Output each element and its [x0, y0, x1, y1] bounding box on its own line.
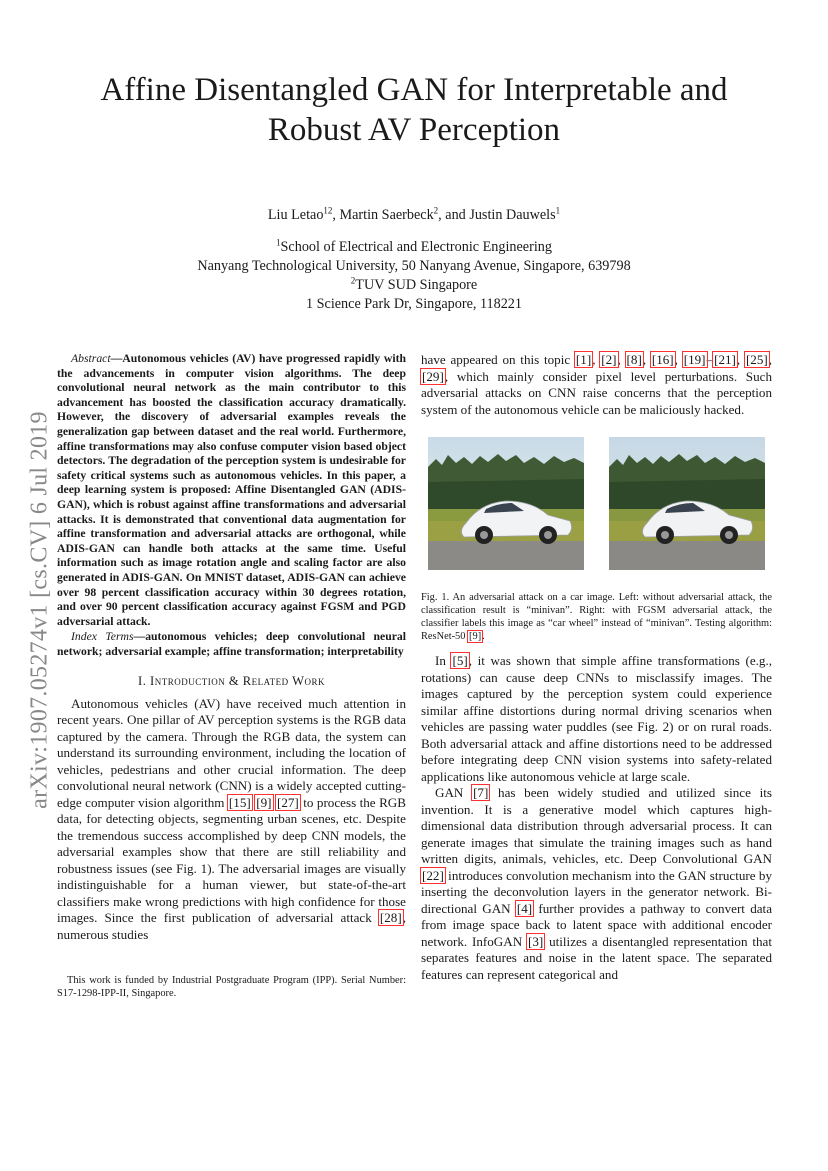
footnote-funding: This work is funded by Industrial Postgraduate Program (IPP). Serial Number: S17-1298-IPP-II, Singapore. — [57, 975, 406, 999]
car-photo-illustration — [609, 437, 765, 570]
affiliation-line-1 — [60, 238, 768, 257]
citation-link[interactable]: [8] — [626, 352, 642, 367]
title-line-2: Robust AV Perception — [267, 112, 561, 148]
right-column-bottom — [421, 653, 772, 983]
car-image-original — [428, 437, 584, 570]
car-photo-illustration — [428, 437, 584, 570]
citation-link[interactable]: [27] — [276, 794, 299, 810]
affiliations — [60, 238, 768, 314]
affiliation-2-text: TUV SUD Singapore — [355, 277, 478, 293]
citation-link[interactable]: [16] — [651, 352, 674, 367]
index-terms-text: autonomous vehicles; deep convolutional neural network; adversarial example; affine transformation; interpretability — [57, 630, 406, 658]
author-list: Liu Letao$^{12}$, Martin Saerbeck$^2$, and Justin Dauwels$^1$ — [267, 205, 561, 223]
figure-1 — [428, 437, 768, 570]
citation-link[interactable]: [2] — [601, 352, 617, 367]
citation-link[interactable]: [21] — [714, 352, 736, 367]
abstract-label: Abstract — [71, 352, 111, 365]
citation-link[interactable]: [3] — [528, 933, 544, 949]
citation-link[interactable]: [9] — [256, 794, 272, 810]
citation-link[interactable]: [5] — [452, 653, 468, 668]
author-1-affil: 12 — [323, 205, 333, 216]
arxiv-identifier: arXiv:1907.05274v1 [cs.CV] 6 Jul 2019 — [26, 411, 53, 809]
right-column-top — [421, 352, 772, 418]
author-2-affil: 2 — [433, 205, 439, 216]
intro-paragraph-1 — [57, 696, 406, 944]
affiliation-line-3 — [60, 276, 768, 295]
gan-text-e: utilizes a disentangled representation that separates features and noise in the latent space. The separated features can represent categorical and — [421, 933, 772, 982]
title-line-1: Affine Disentangled GAN for Interpretable and — [100, 72, 728, 108]
gan-text-b: has been widely studied and utilized since its invention. It is a generative model which captures high-dimensional data distribution through adversarial process. It can generate images that simulate the training images such as hand written digits, animals, vehicles, etc. Deep Convolutional GAN — [421, 785, 772, 866]
author-3-affil: 1 — [555, 205, 561, 216]
index-terms: Index Terms—autonomous vehicles; deep convolutional neural network; adversarial example; affine transformation; interpretability — [57, 630, 406, 658]
range-dash: – — [706, 352, 714, 367]
section-title: Introduction & Related Work — [150, 674, 325, 689]
author-1: Liu Letao — [267, 207, 324, 223]
gan-text-c: introduces convolution mechanism into the GAN structure by inserting the deconvolution layers in the generator network. Bi-directional GAN — [421, 867, 772, 916]
citation-link[interactable]: [7] — [473, 785, 489, 800]
citation-link[interactable]: [29] — [422, 368, 444, 384]
abstract: Abstract—Autonomous vehicles (AV) have progressed rapidly with the advancements in computer vision algorithms. The deep convolutional neural network as the main contributor to this advancement has boosted the classification accuracy dramatically. However, the discovery of adversarial examples reveals the generalization gap between dataset and the real world. Furthermore, affine transformations may also confuse computer vision based object detectors. The degradation of the perception system is undesirable for safety critical systems such as autonomous vehicles. In this paper, a deep learning system is proposed: Affine Disentangled GAN (ADIS-GAN), which is robust against affine transformations and adversarial attacks. It is demonstrated that conventional data augmentation for affine transformation and adversarial attacks are orthogonal, while ADIS-GAN can handle both attacks at the same time. Useful information such as image rotation angle and scaling factor are also generated in ADIS-GAN. On MNIST dataset, ADIS-GAN can achieve over 98 percent classification accuracy within 30 degrees rotation, and over 90 percent classification accuracy against FGSM and PGD adversarial attack. — [57, 352, 406, 628]
affiliation-1-text: School of Electrical and Electronic Engineering — [280, 239, 552, 255]
right-top-text-b: , which mainly consider pixel level perturbations. Such adversarial attacks on CNN raise concerns that the perception system of the autonomous vehicle can be maliciously hacked. — [421, 368, 772, 417]
affine-text-b: , it was shown that simple affine transformations (e.g., rotations) can cause deep CNNs to misclassify images. The images captured by the perception system could experience similar affine distortions during normal driving scenarios when vehicles are passing water puddles (see Fig. 2) or on rural roads. Both adversarial attack and affine distortions need to be addressed before integrating deep CNN vision systems into safety-related applications like autonomous vehicle at large scale. — [421, 653, 772, 784]
affine-text-a: In — [435, 653, 452, 668]
arxiv-stamp — [28, 380, 52, 840]
figure-1-caption — [421, 591, 772, 643]
citation-link[interactable]: [4] — [516, 900, 533, 916]
caption-period: . — [482, 631, 485, 642]
citation-link[interactable]: [1] — [575, 352, 592, 367]
car-image-adversarial — [609, 437, 765, 570]
intro-p1-text-a: Autonomous vehicles (AV) have received much attention in recent years. One pillar of AV perception systems is the RGB data captured by the camera. Through the RGB data, the system can understand its surrounding environment, including the location of vehicles, pedestrians and other crucial information. The deep convolutional neural network (CNN) is a widely accepted cutting-edge computer vision algorithm — [57, 695, 406, 810]
paper-title — [60, 70, 768, 150]
continued-paragraph: have appeared on this topic [1], [2], [8], [16], [19]–[21], [25], [29], which mainly consider pixel level perturbations. Such adversarial attacks on CNN raise concerns that the perception system of the autonomous vehicle can be maliciously hacked. — [421, 352, 773, 417]
affiliation-1-marker: 1 — [276, 237, 281, 248]
section-heading-intro — [57, 673, 406, 690]
intro-p1-text-c: , numerous studies — [57, 910, 406, 942]
affiliation-line-2: Nanyang Technological University, 50 Nanyang Avenue, Singapore, 639798 — [197, 258, 631, 274]
citation-link[interactable]: [19] — [683, 352, 706, 367]
abstract-text: Autonomous vehicles (AV) have progressed rapidly with the advancements in computer vision algorithms. The deep convolutional neural network as the main contributor to this advancement has boosted the classification accuracy dramatically. However, the discovery of adversarial examples reveals the generalization gap between dataset and the real world. Furthermore, affine transformations may also confuse computer vision based object detectors. The degradation of the perception system is undesirable for safety critical systems such as autonomous vehicles. In this paper, a deep learning system is proposed: Affine Disentangled GAN (ADIS-GAN), which is robust against affine transformations and adversarial attacks. It is demonstrated that conventional data augmentation for affine transformation and adversarial attacks are orthogonal, while ADIS-GAN can handle both attacks at the same time. Useful information such as image rotation angle and scaling factor are also generated in ADIS-GAN. On MNIST dataset, ADIS-GAN can achieve over 98 percent classification accuracy within 30 degrees rotation, and over 90 percent classification accuracy against FGSM and PGD adversarial attack. — [57, 352, 406, 628]
author-2: Martin Saerbeck — [339, 207, 434, 223]
gan-text-a: GAN — [435, 785, 473, 800]
citation-link[interactable]: [25] — [745, 352, 768, 367]
section-number: I. — [138, 674, 147, 689]
citation-link[interactable]: [15] — [228, 794, 251, 810]
author-3: Justin Dauwels — [469, 207, 556, 223]
affiliation-line-4: 1 Science Park Dr, Singapore, 118221 — [305, 296, 522, 312]
right-top-text-a: have appeared on this topic — [421, 352, 575, 367]
citation-link[interactable]: [22] — [422, 867, 444, 883]
affiliation-2-marker: 2 — [350, 275, 356, 286]
paragraph-affine — [421, 653, 772, 785]
citation-link[interactable]: [9] — [469, 631, 482, 642]
intro-p1-text-b: to process the RGB data, for detecting objects, segmenting urban scenes, etc. Despite the tremendous success accomplished by deep CNN models, the adversarial examples show that there are still reliability and robustness issues (see Fig. 1). The adversarial images are visually indistinguishable for a human viewer, but state-of-the-art classifiers make wrong predictions with high confidence for those images. Since the first publication of adversarial attack — [57, 794, 407, 926]
citation-link[interactable]: [28] — [379, 910, 402, 926]
caption-text: Fig. 1. An adversarial attack on a car image. Left: without adversarial attack, the classification result is “minivan”. Right: with FGSM adversarial attack, the classifier labels this image as “car wheel” instead of “minivan”. Testing algorithm: ResNet-50 — [421, 592, 772, 642]
paragraph-gan — [421, 785, 772, 983]
index-terms-label: Index Terms — [71, 630, 134, 644]
left-column — [57, 352, 406, 943]
gan-text-d: further provides a pathway to convert data from image space back to latent space with additional encoder network. InfoGAN — [421, 900, 773, 949]
